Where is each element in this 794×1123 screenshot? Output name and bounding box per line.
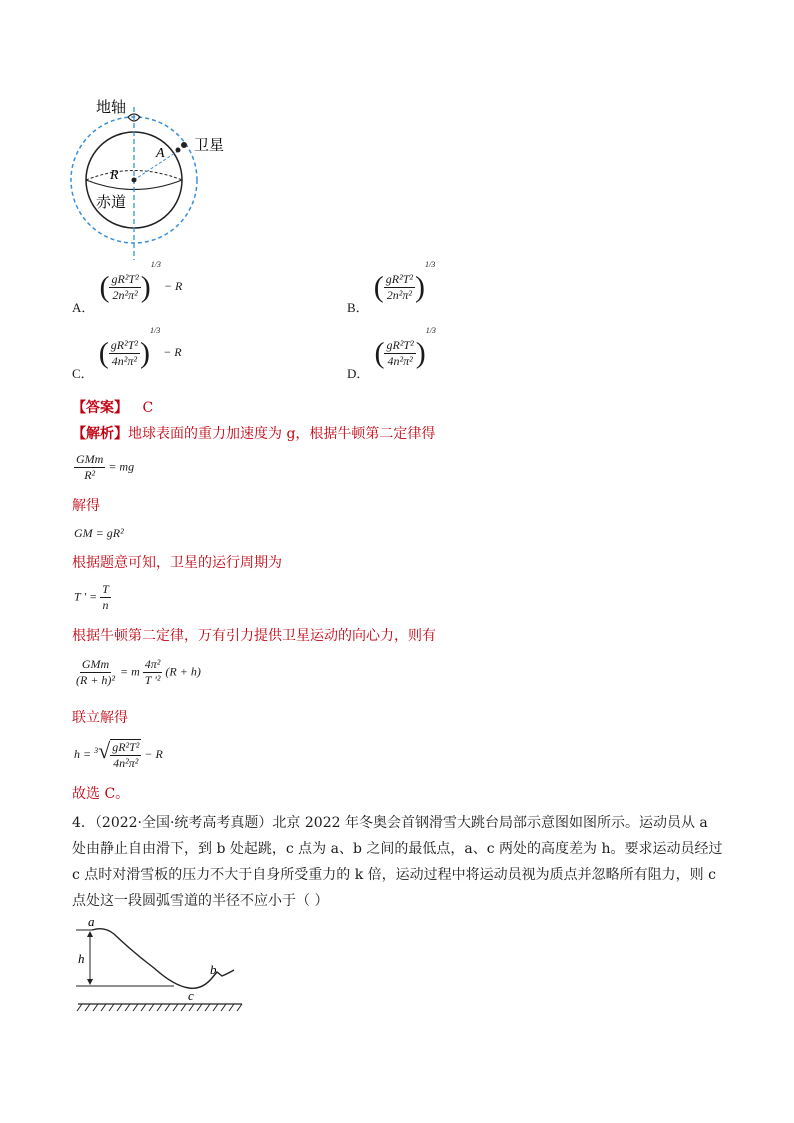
option-letter: A． — [72, 300, 95, 316]
analysis-line2: 解得 — [72, 498, 100, 514]
eq3-den: n — [102, 598, 109, 612]
eq5-root-sign: √ — [98, 738, 111, 763]
eq1-rhs: = mg — [108, 459, 135, 474]
label-satellite: 卫星 — [194, 136, 225, 154]
eq3-lhs: T ' = — [74, 589, 98, 604]
option-tail: − R — [163, 279, 183, 294]
option-denominator: 4n²π² — [387, 354, 413, 368]
option-letter: C． — [72, 366, 94, 382]
option-exponent: 1/3 — [149, 326, 161, 336]
analysis-line3: 根据题意可知，卫星的运行周期为 — [72, 555, 282, 571]
option-numerator: gR²T² — [111, 272, 139, 286]
answer-label: 【答案】 — [72, 400, 128, 416]
equation-2: GM = gR² — [74, 526, 124, 540]
option-numerator: gR²T² — [110, 338, 138, 352]
answer-line — [72, 398, 153, 418]
option-tail: − R — [163, 345, 182, 360]
eq1-den: R² — [84, 468, 96, 482]
equation-3 — [74, 582, 111, 613]
label-A: A — [156, 146, 165, 161]
equation-5 — [74, 738, 163, 771]
eq4-num2: 4π² — [144, 657, 161, 671]
earth-satellite-figure — [70, 95, 270, 265]
ski-track — [92, 929, 234, 989]
h-arrow-top — [87, 931, 93, 937]
answer-value: C — [142, 400, 154, 416]
option-denominator: 2n²π² — [112, 288, 138, 302]
eq3-num: T — [102, 582, 109, 596]
eq4-den2: T '² — [144, 673, 161, 687]
h-arrow-bottom — [87, 979, 93, 985]
label-c: c — [188, 988, 194, 1003]
label-h: h — [78, 951, 85, 966]
option-denominator: 2n²π² — [386, 288, 412, 302]
ground-hatching — [77, 1004, 242, 1011]
label-b: b — [210, 962, 217, 977]
label-axis: 地轴 — [96, 98, 127, 116]
ski-jump-figure — [74, 918, 249, 1018]
eq4-den: (R + h)² — [76, 673, 116, 687]
analysis-line1 — [72, 424, 435, 444]
question-4-text: 4．（2022·全国·统考高考真题）北京 2022 年冬奥会首钢滑雪大跳台局部示意图如图所示。运动员从 a 处由静止自由滑下，到 b 处起跳，c 点为 a、b 之间的最低点，a、c 两处的高度差为 h。要求运动员经过 c 点时对滑雪板的压力不大于自身所受重力的 k 倍，运动过程中将运动员视为质点并忽略所有阻力，则 c 点处这一段圆弧雪道的半径不应小于（ ） — [72, 815, 723, 909]
eq4-mid: = m — [120, 664, 140, 679]
eq5-num: gR²T² — [112, 740, 140, 755]
option-exponent: 1/3 — [424, 260, 436, 270]
label-equator: 赤道 — [96, 193, 127, 211]
label-a: a — [88, 918, 95, 929]
eq5-den: 4n²π² — [113, 756, 139, 771]
eq5-tail: − R — [144, 747, 163, 761]
analysis-label: 【解析】 — [72, 426, 128, 442]
option-numerator: gR²T² — [386, 338, 414, 352]
option-a[interactable]: $_{A.}$ ( $\frac{\text{gR²T²}}{\text{2n²π²}}$ )$^{1/3}$ − R — [72, 260, 183, 316]
analysis-line5: 联立解得 — [72, 710, 128, 726]
eq4-tail: (R + h) — [165, 664, 201, 679]
analysis-line6: 故选 C。 — [72, 786, 130, 802]
analysis-text-1: 地球表面的重力加速度为 g，根据牛顿第二定律得 — [128, 426, 436, 442]
option-b[interactable]: $_{B.}$ ( $\frac{\text{gR²T²}}{\text{2n²π²}}$ )$^{1/3}$ — [347, 260, 436, 316]
option-d[interactable]: $_{D.}$ ( $\frac{\text{gR²T²}}{\text{4n²π²}}$ )$^{1/3}$ — [347, 326, 436, 382]
equation-1 — [74, 452, 134, 483]
option-c[interactable]: $_{C.}$ ( $\frac{\text{gR²T²}}{\text{4n²π²}}$ )$^{1/3}$ − R — [72, 326, 182, 382]
label-R: R — [110, 168, 119, 183]
option-denominator: 4n²π² — [111, 354, 137, 368]
equation-4 — [74, 657, 201, 688]
option-exponent: 1/3 — [425, 326, 436, 336]
point-a-dot — [176, 148, 181, 153]
eq5-root-index: 3 — [94, 746, 99, 755]
eq4-num: GMm — [81, 657, 110, 671]
satellite-dot — [181, 142, 187, 148]
eq5-lhs: h = — [74, 747, 92, 761]
analysis-line4: 根据牛顿第二定律，万有引力提供卫星运动的向心力，则有 — [72, 628, 436, 644]
option-exponent: 1/3 — [150, 260, 161, 270]
option-letter: B． — [347, 300, 369, 316]
eq1-num: GMm — [76, 452, 104, 466]
center-dot — [132, 178, 137, 183]
question-4 — [72, 810, 724, 914]
option-letter: D． — [347, 366, 370, 382]
option-numerator: gR²T² — [385, 272, 413, 286]
